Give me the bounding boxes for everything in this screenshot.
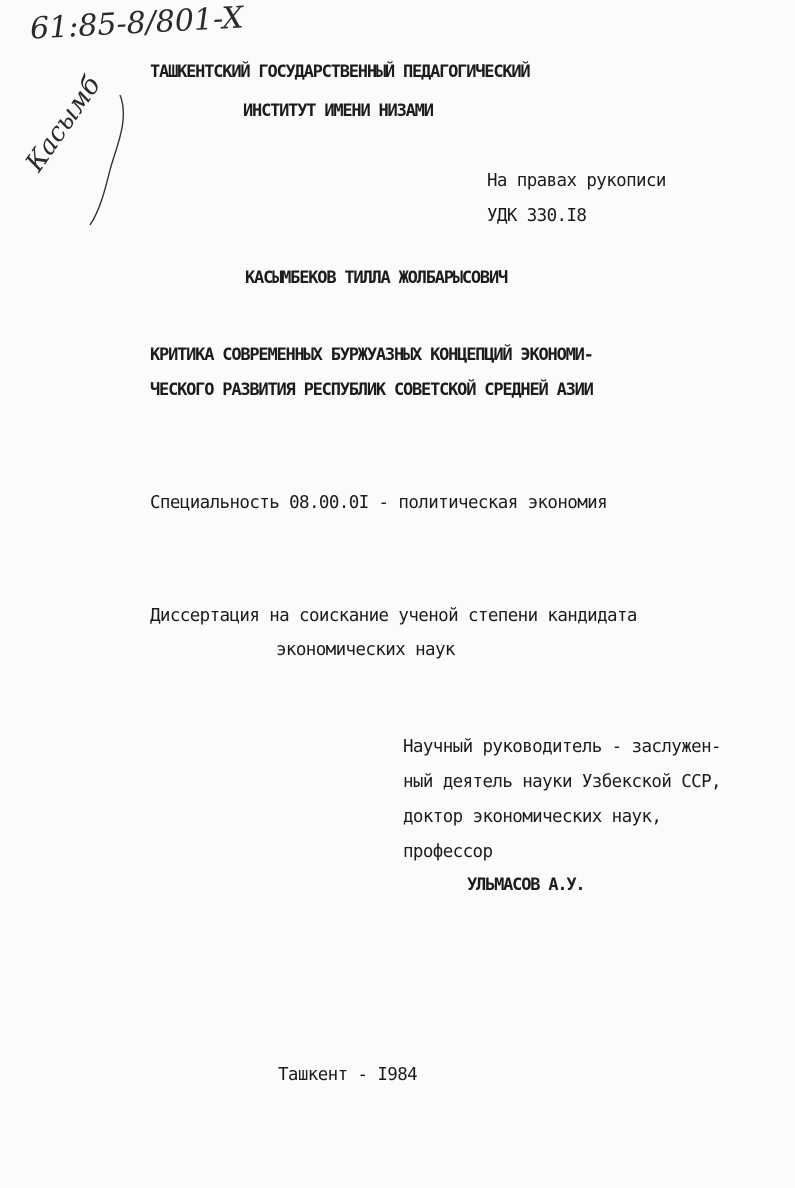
udk-code: УДК 330.I8 [487, 206, 587, 226]
signature-stroke-icon [60, 90, 140, 230]
dissertation-line-2: экономических наук [276, 640, 455, 660]
author-name: КАСЫМБЕКОВ ТИЛЛА ЖОЛБАРЫСОВИЧ [245, 268, 508, 288]
supervisor-line-4: профессор [403, 842, 493, 862]
title-line-2: ЧЕСКОГО РАЗВИТИЯ РЕСПУБЛИК СОВЕТСКОЙ СРЕДНЕЙ АЗИИ [150, 380, 593, 400]
handwritten-catalog-number: 61:85-8/801-X [29, 0, 245, 47]
supervisor-line-1: Научный руководитель - заслужен- [403, 737, 721, 757]
specialty: Специальность 08.00.0I - политическая экономия [150, 493, 608, 513]
dissertation-line-1: Диссертация на соискание ученой степени кандидата [150, 606, 637, 626]
footer-city-year: Ташкент - I984 [278, 1065, 418, 1085]
institution-line-2: ИНСТИТУТ ИМЕНИ НИЗАМИ [243, 101, 433, 121]
supervisor-line-3: доктор экономических наук, [403, 807, 662, 827]
supervisor-line-2: ный деятель науки Узбекской ССР, [403, 772, 721, 792]
supervisor-name: УЛЬМАСОВ А.У. [467, 875, 585, 895]
title-line-1: КРИТИКА СОВРЕМЕННЫХ БУРЖУАЗНЫХ КОНЦЕПЦИЙ ЭКОНОМИ- [150, 345, 593, 365]
manuscript-rights: На правах рукописи [487, 171, 666, 191]
institution-line-1: ТАШКЕНТСКИЙ ГОСУДАРСТВЕННЫЙ ПЕДАГОГИЧЕСКИЙ [150, 62, 530, 82]
handwritten-signature: Касымб [20, 70, 107, 178]
